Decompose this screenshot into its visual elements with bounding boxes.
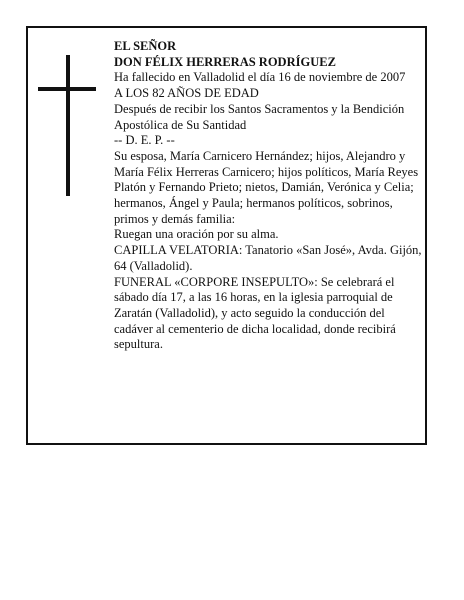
prayer-text: Ruegan una oración por su alma.	[114, 227, 279, 242]
sacraments-text: Después de recibir los Santos Sacramentos y la Bendición Apostólica de Su Santidad	[114, 101, 405, 132]
family-text: Su esposa, María Carnicero Hernández; hijos, Alejandro y María Félix Herreras Carnicero; hijos políticos, María Reyes Platón y Fernando Prieto; nietos, Damián, Verónica y Celia; hermanos, Ángel y Paula; hermanos políticos, sobrinos, primos y demás familia:	[114, 148, 419, 226]
age-info: A LOS 82 AÑOS DE EDAD	[114, 86, 259, 101]
rip-text: -- D. E. P. --	[114, 133, 175, 148]
death-info: Ha fallecido en Valladolid el día 16 de noviembre de 2007	[114, 70, 406, 85]
cross-icon-bar	[38, 87, 96, 91]
funeral-text: FUNERAL «CORPORE INSEPULTO»: Se celebrará el sábado día 17, a las 16 horas, en la iglesia parroquial de Zaratán (Valladolid), y acto seguido la conducción del cadáver al cementerio de dicha localidad, donde recibirá sepultura.	[114, 274, 396, 352]
deceased-name: DON FÉLIX HERRERAS RODRÍGUEZ	[114, 54, 336, 69]
notice-title: EL SEÑOR	[114, 39, 177, 53]
chapel-text: CAPILLA VELATORIA: Tanatorio «San José», Avda. Gijón, 64 (Valladolid).	[114, 243, 422, 273]
obituary-text	[114, 39, 422, 353]
cross-icon	[66, 55, 70, 196]
